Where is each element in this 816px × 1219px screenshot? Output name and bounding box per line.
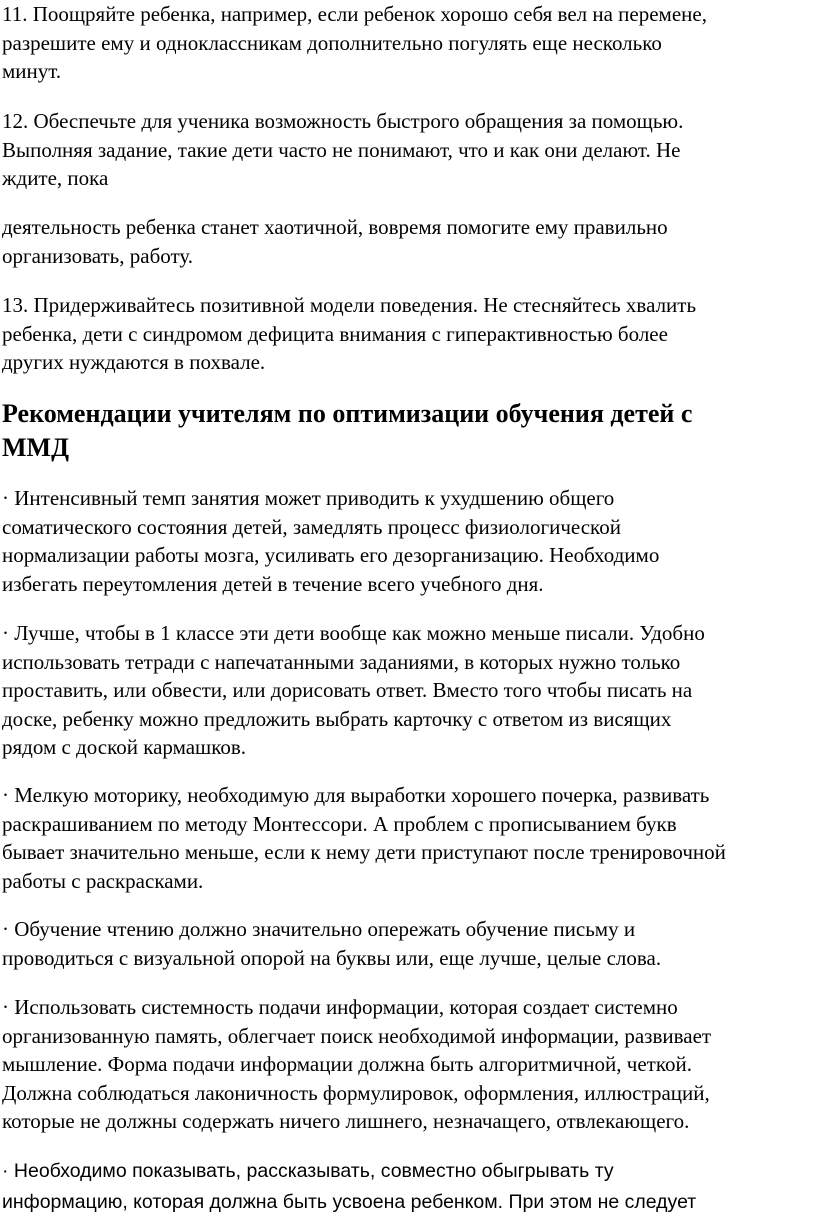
text-line: ждите, пока xyxy=(2,166,109,190)
text-line: · Обучение чтению должно значительно опережать обучение письму и xyxy=(2,917,636,941)
text-line: 11. Поощряйте ребенка, например, если ребенок хорошо себя вел на перемене, xyxy=(2,2,707,26)
text-line: разрешите ему и одноклассникам дополнительно погулять еще несколько xyxy=(2,30,662,55)
section-heading xyxy=(2,397,814,465)
paragraph-12 xyxy=(2,107,814,193)
recommendation-3 xyxy=(2,781,814,895)
text-line: 13. Придерживайтесь позитивной модели поведения. Не стесняйтесь хвалить xyxy=(2,293,697,317)
text-line: мышление. Форма подачи информации должна быть алгоритмичной, четкой. xyxy=(2,1052,692,1076)
paragraph-13 xyxy=(2,291,814,377)
text-line: которые не должны содержать ничего лишнего, незначащего, отвлекающего. xyxy=(2,1109,690,1133)
text-line: раскрашиванием по методу Монтессори. А проблем с прописыванием букв xyxy=(2,811,677,836)
recommendation-5 xyxy=(2,993,814,1136)
recommendation-6 xyxy=(2,1156,814,1218)
text-line: организовать, работу. xyxy=(2,243,194,268)
heading-line: Рекомендации учителям по оптимизации обучения детей с xyxy=(2,399,693,428)
text-line: · Интенсивный темп занятия может приводить к ухудшению общего xyxy=(2,486,615,510)
recommendation-2 xyxy=(2,619,814,762)
text-line: работы с раскрасками. xyxy=(2,868,204,893)
heading-line: ММД xyxy=(2,433,69,462)
text-line: доске, ребенку можно предложить выбрать карточку с ответом из висящих xyxy=(2,706,672,731)
text-line: проставить, или обвести, или дорисовать ответ. Вместо того чтобы писать на xyxy=(2,678,693,702)
text-line: избегать переутомления детей в течение всего учебного дня. xyxy=(2,571,544,596)
text-line: рядом с доской кармашков. xyxy=(2,735,247,759)
text-line: других нуждаются в похвале. xyxy=(2,350,266,374)
text-line: деятельность ребенка станет хаотичной, вовремя помогите ему правильно xyxy=(2,215,668,239)
text-line: Должна соблюдаться лаконичность формулировок, оформления, иллюстраций, xyxy=(2,1080,710,1105)
text-line: 12. Обеспечьте для ученика возможность быстрого обращения за помощью. xyxy=(2,109,684,133)
text-line: соматического состояния детей, замедлять процесс физиологической xyxy=(2,514,621,539)
text-line: нормализации работы мозга, усиливать его дезорганизацию. Необходимо xyxy=(2,543,660,567)
text-line: · Необходимо показывать, рассказывать, совместно обыгрывать ту xyxy=(2,1160,614,1182)
paragraph-12-continued xyxy=(2,213,814,270)
text-line: организованную память, облегчает поиск необходимой информации, развивает xyxy=(2,1023,712,1048)
text-line: · Лучше, чтобы в 1 классе эти дети вообще как можно меньше писали. Удобно xyxy=(2,621,705,645)
text-line: информацию, которая должна быть усвоена ребенком. При этом не следует xyxy=(2,1191,697,1213)
recommendation-4 xyxy=(2,915,814,972)
text-line: Выполняя задание, такие дети часто не понимают, что и как они делают. Не xyxy=(2,137,681,162)
text-line: использовать тетради с напечатанными заданиями, в которых нужно только xyxy=(2,649,681,674)
text-line: минут. xyxy=(2,59,62,83)
paragraph-11 xyxy=(2,0,814,86)
recommendation-1 xyxy=(2,484,814,598)
text-line: проводиться с визуальной опорой на буквы или, еще лучше, целые слова. xyxy=(2,945,662,970)
text-line: ребенка, дети с синдромом дефицита внимания с гиперактивностью более xyxy=(2,321,668,346)
text-line: · Использовать системность подачи информации, которая создает системно xyxy=(2,995,678,1019)
text-line: · Мелкую моторику, необходимую для выработки хорошего почерка, развивать xyxy=(2,783,710,807)
text-line: бывает значительно меньше, если к нему дети приступают после тренировочной xyxy=(2,840,726,864)
